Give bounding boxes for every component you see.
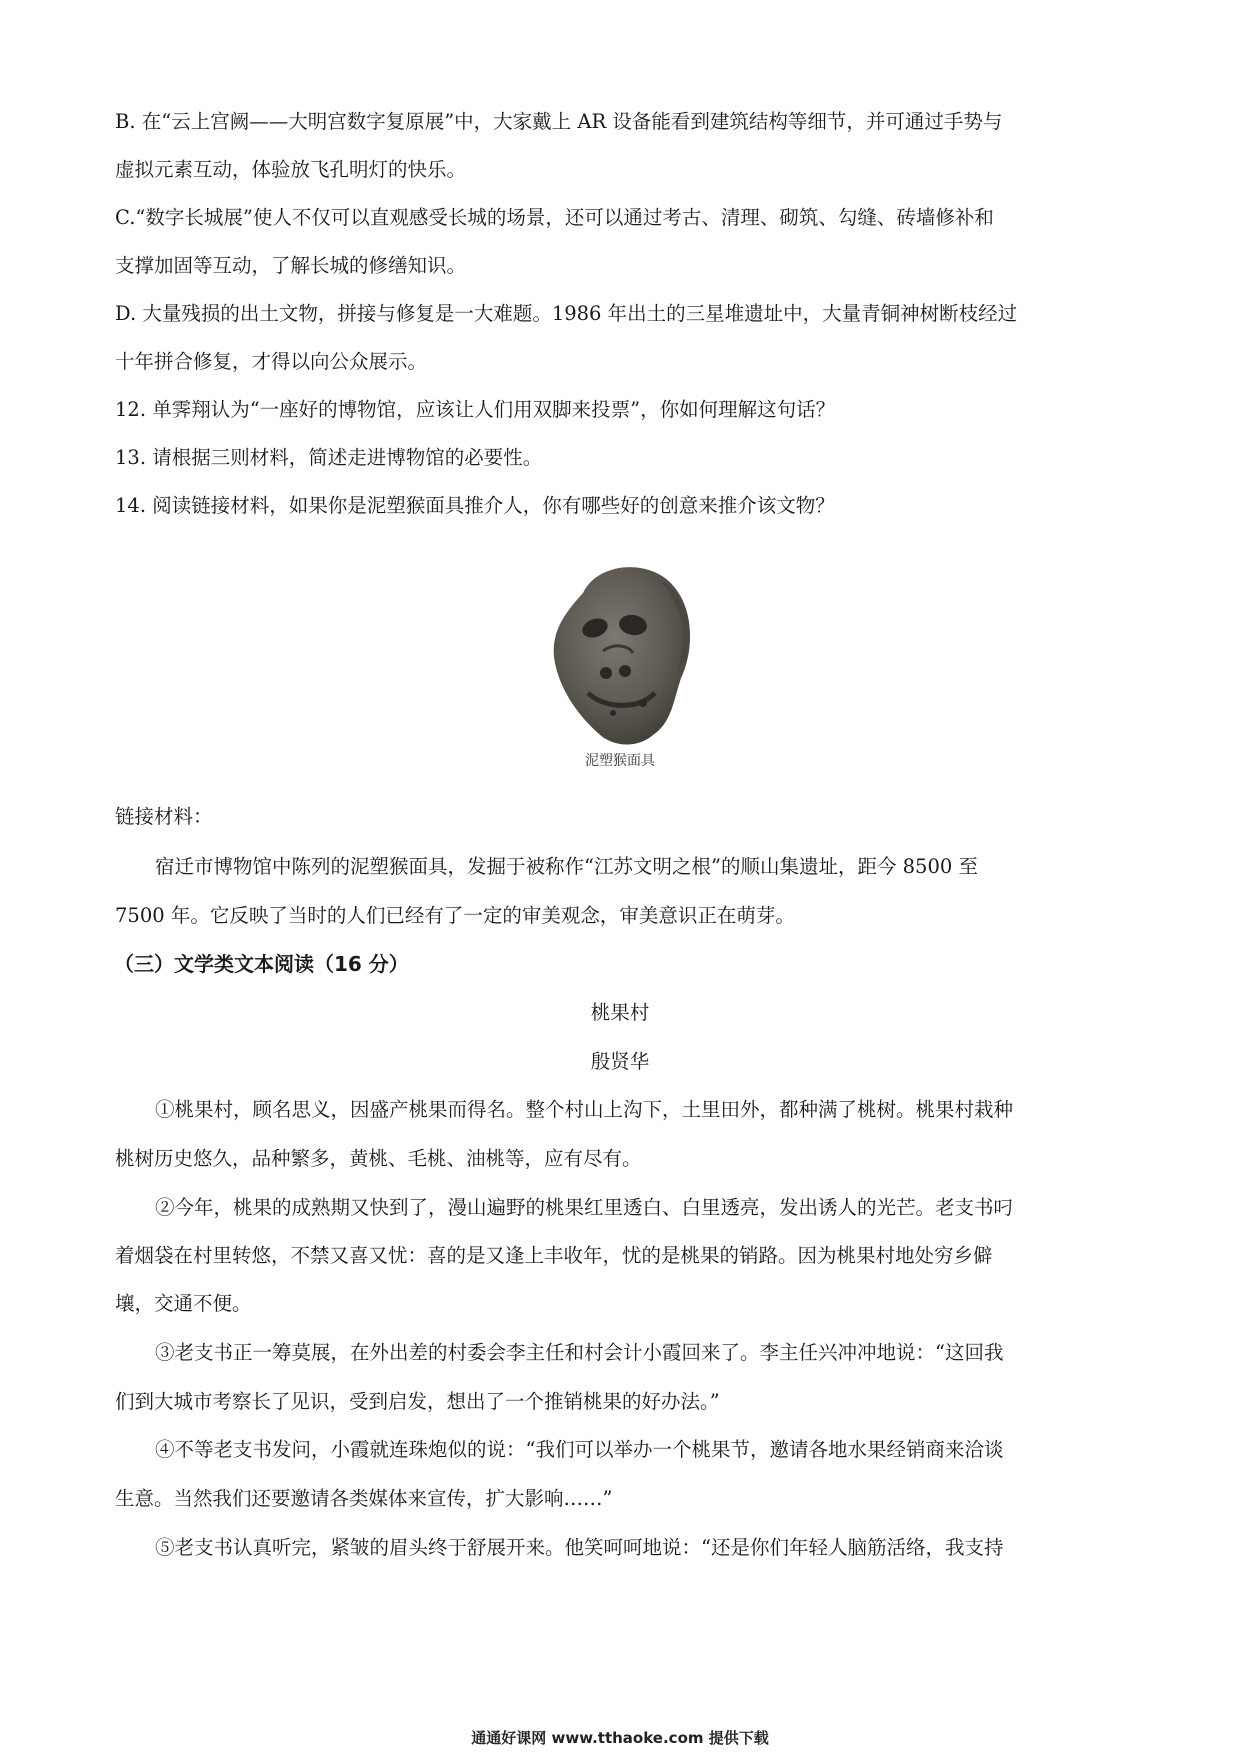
option-b-line-2: 虚拟元素互动，体验放飞孔明灯的快乐。: [115, 158, 467, 181]
option-d-line-2: 十年拼合修复，才得以向公众展示。: [115, 350, 428, 373]
option-b-line-1: B. 在“云上宫阙——大明宫数字复原展”中，大家戴上 AR 设备能看到建筑结构等细节，并可通过手势与: [115, 110, 1003, 133]
clay-monkey-mask-image: [543, 553, 698, 763]
option-c-line-1: C.“数字长城展”使人不仅可以直观感受长城的场景，还可以通过考古、清理、砌筑、勾缝、砖墙修补和: [115, 206, 994, 229]
section-heading: （三）文学类文本阅读（16 分）: [114, 952, 409, 976]
link-material-line-1: 宿迁市博物馆中陈列的泥塑猴面具，发掘于被称作“江苏文明之根”的顺山集遗址，距今 8500 至: [155, 855, 978, 878]
link-material-line-2: 7500 年。它反映了当时的人们已经有了一定的审美观念，审美意识正在萌芽。: [115, 904, 795, 927]
question-13: 13. 请根据三则材料，简述走进博物馆的必要性。: [115, 446, 543, 469]
paragraph-4-line-2: 生意。当然我们还要邀请各类媒体来宣传，扩大影响……”: [115, 1487, 613, 1510]
paragraph-3-line-2: 们到大城市考察长了见识，受到启发，想出了一个推销桃果的好办法。”: [115, 1390, 720, 1413]
story-title: 桃果村: [590, 1001, 650, 1024]
link-material-label: 链接材料：: [115, 805, 213, 828]
paragraph-4-line-1: ④不等老支书发问，小霞就连珠炮似的说：“我们可以举办一个桃果节，邀请各地水果经销商来洽谈: [155, 1438, 1004, 1461]
question-12: 12. 单霁翔认为“一座好的博物馆，应该让人们用双脚来投票”，你如何理解这句话？: [115, 398, 836, 421]
paragraph-3-line-1: ③老支书正一筹莫展，在外出差的村委会李主任和村会计小霞回来了。李主任兴冲冲地说：“这回我: [155, 1341, 1004, 1364]
question-14: 14. 阅读链接材料，如果你是泥塑猴面具推介人，你有哪些好的创意来推介该文物？: [115, 494, 835, 517]
paragraph-1-line-2: 桃树历史悠久，品种繁多，黄桃、毛桃、油桃等，应有尽有。: [115, 1147, 642, 1170]
story-author: 殷贤华: [590, 1050, 650, 1073]
paragraph-2-line-2: 着烟袋在村里转悠，不禁又喜又忧：喜的是又逢上丰收年，忧的是桃果的销路。因为桃果村地处穷乡僻: [115, 1244, 993, 1267]
paragraph-5-line-1: ⑤老支书认真听完，紧皱的眉头终于舒展开来。他笑呵呵地说：“还是你们年轻人脑筋活络，我支持: [155, 1536, 1004, 1559]
figure-caption: 泥塑猴面具: [585, 753, 655, 769]
page-footer: 通通好课网 www.tthaoke.com 提供下载: [471, 1729, 769, 1747]
option-d-line-1: D. 大量残损的出土文物，拼接与修复是一大难题。1986 年出土的三星堆遗址中，大量青铜神树断枝经过: [115, 302, 1018, 325]
option-c-line-2: 支撑加固等互动，了解长城的修缮知识。: [115, 254, 467, 277]
paragraph-1-line-1: ①桃果村，顾名思义，因盛产桃果而得名。整个村山上沟下，土里田外，都种满了桃树。桃果村栽种: [155, 1098, 1014, 1121]
paragraph-2-line-3: 壤，交通不便。: [115, 1292, 252, 1315]
paragraph-2-line-1: ②今年，桃果的成熟期又快到了，漫山遍野的桃果红里透白、白里透亮，发出诱人的光芒。老支书叼: [155, 1196, 1014, 1219]
